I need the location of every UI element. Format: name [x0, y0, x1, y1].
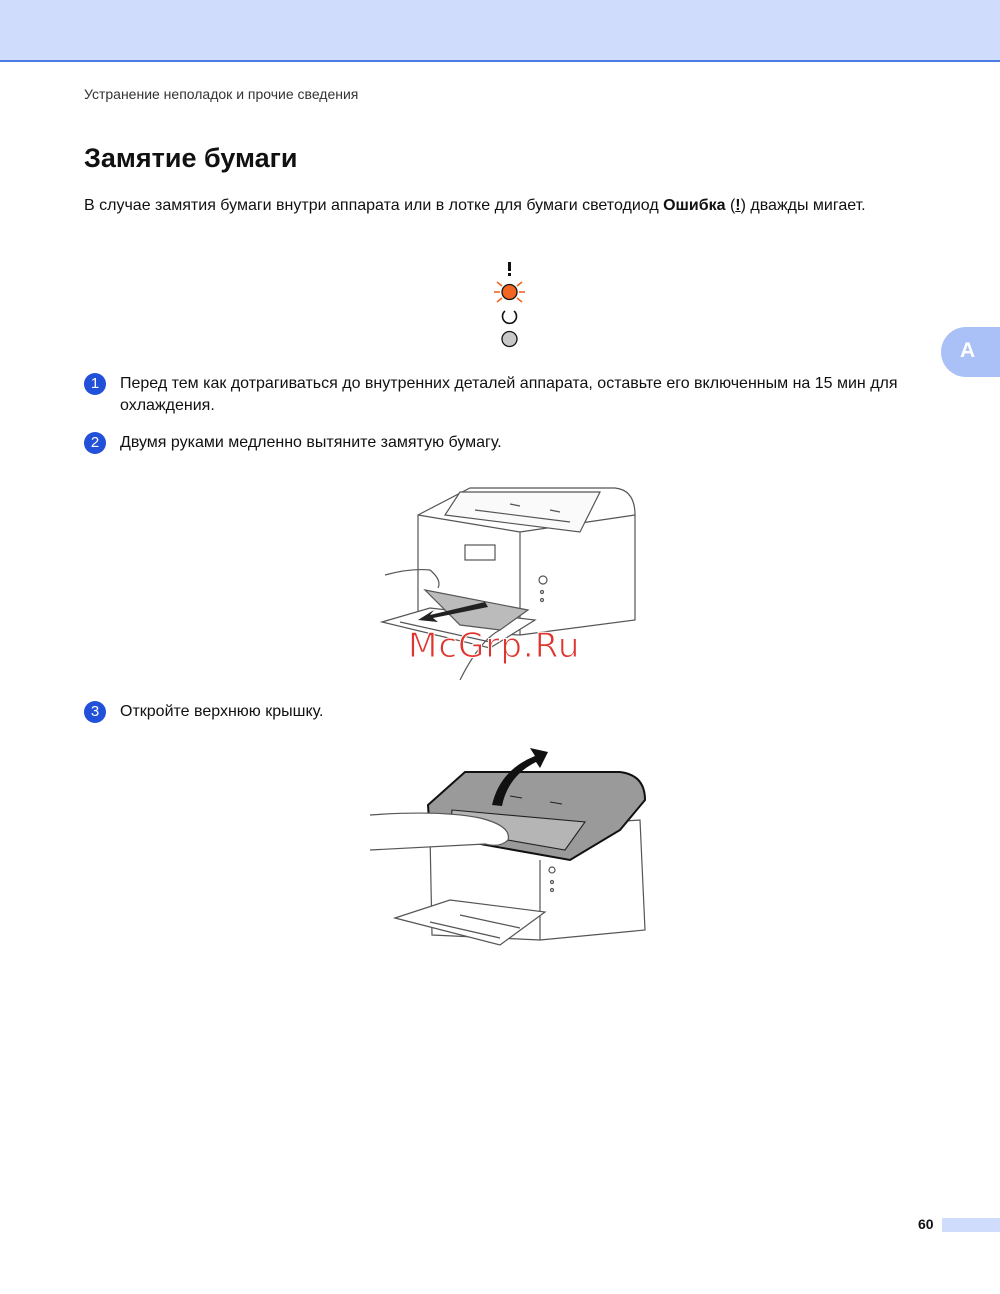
power-icon	[503, 311, 517, 323]
step-3	[84, 701, 934, 723]
page-number: 60	[918, 1216, 934, 1232]
step-2	[84, 432, 934, 454]
led-ready-light	[502, 332, 517, 347]
step-text: Перед тем как дотрагиваться до внутренних деталей аппарата, оставьте его включенным на 15 мин для охлаждения.	[120, 375, 898, 414]
step-number: 3	[84, 701, 106, 723]
error-icon: !	[735, 197, 741, 214]
intro-text-after: дважды мигает.	[745, 197, 866, 214]
watermark: McGrp.Ru	[408, 626, 581, 666]
step-number: 2	[84, 432, 106, 454]
led-indicator-icon	[490, 258, 530, 350]
error-label: Ошибка	[663, 197, 726, 214]
step-text: Двумя руками медленно вытяните замятую бумагу.	[120, 434, 502, 451]
header-band	[0, 0, 1000, 62]
page-title: Замятие бумаги	[84, 143, 298, 173]
step-1	[84, 373, 934, 417]
intro-text-before: В случае замятия бумаги внутри аппарата или в лотке для бумаги светодиод	[84, 197, 664, 214]
footer-band	[942, 1218, 1000, 1232]
step-text: Откройте верхнюю крышку.	[120, 703, 324, 720]
step-number: 1	[84, 373, 106, 395]
intro-paragraph: В случае замятия бумаги внутри аппарата или в лотке для бумаги светодиод Ошибка (!) дважды мигает.	[84, 197, 866, 214]
printer-open-cover-illustration	[370, 740, 655, 970]
appendix-tab: A	[941, 327, 1000, 377]
led-error-light	[502, 285, 517, 300]
breadcrumb: Устранение неполадок и прочие сведения	[84, 86, 359, 102]
